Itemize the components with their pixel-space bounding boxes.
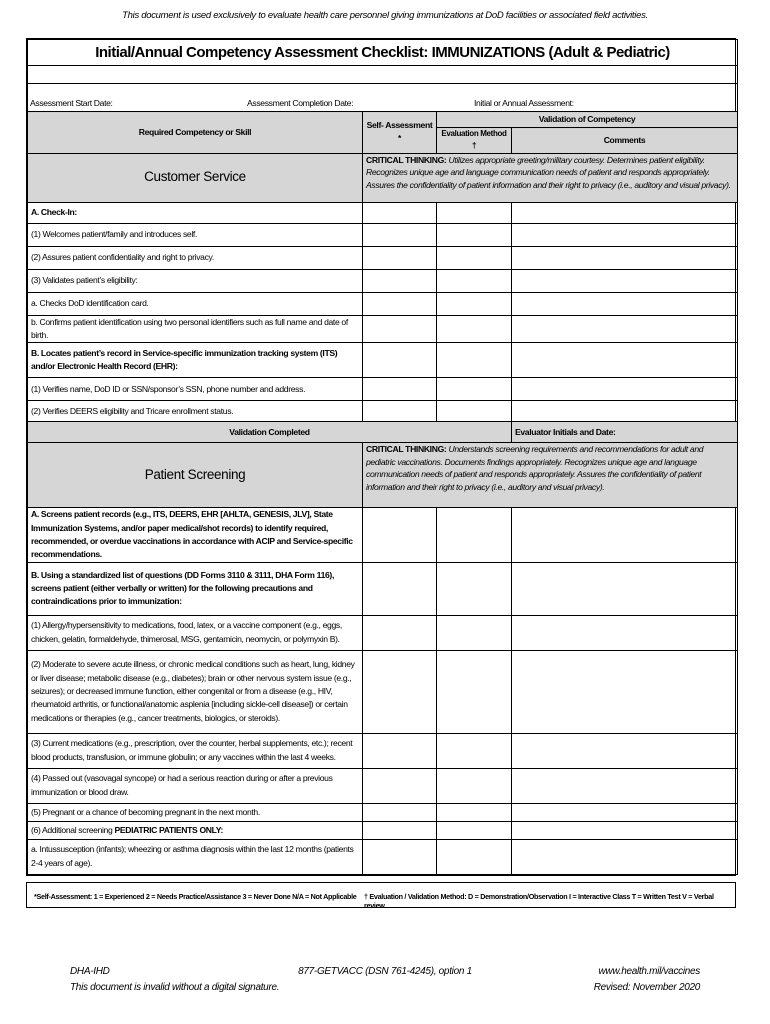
self-assessment-cell[interactable] bbox=[363, 246, 437, 269]
evaluation-method-cell[interactable] bbox=[437, 508, 512, 562]
competency-item bbox=[28, 733, 363, 768]
self-assessment-cell[interactable] bbox=[363, 615, 437, 650]
competency-text: (4) Passed out (vasovagal syncope) or had a serious reaction during or after a previous immunization or blood draw. bbox=[31, 773, 333, 797]
table-row bbox=[28, 650, 738, 733]
evaluation-method-cell[interactable] bbox=[437, 223, 512, 246]
validation-header: Validation of Competency bbox=[437, 112, 738, 128]
table-row bbox=[28, 508, 738, 562]
assessment-start-date-field[interactable]: Assessment Start Date: bbox=[30, 98, 113, 108]
comments-cell[interactable] bbox=[512, 768, 738, 803]
competency-item bbox=[28, 508, 363, 562]
table-row bbox=[28, 615, 738, 650]
table-row bbox=[28, 803, 738, 821]
evaluation-method-cell[interactable] bbox=[437, 615, 512, 650]
competency-text: A. Check-In: bbox=[31, 207, 77, 218]
customer-service-section-title: Customer Service bbox=[28, 153, 363, 202]
evaluation-method-cell[interactable] bbox=[437, 292, 512, 315]
comments-cell[interactable] bbox=[512, 733, 738, 768]
critical-thinking-text: Understands screening requirements and recommendations for adult and pediatric vaccinations. Documents findings appropriately. Recognizes unique age and language communication needs of patient and responds appropriately. Assures the confidentiality of patient information and their right to privacy (i.e., auditory and visual privacy). bbox=[366, 444, 704, 492]
checklist-form bbox=[26, 38, 736, 876]
self-assessment-cell[interactable] bbox=[363, 269, 437, 292]
evaluation-method-legend: † Evaluation / Validation Method: D = Demonstration/Observation I = Interactive Class T = Written Test V = Verbal review bbox=[364, 892, 714, 910]
competency-item bbox=[28, 292, 363, 315]
competency-text: B. Locates patient’s record in Service-specific immunization tracking system (ITS) and/or Electronic Health Record (EHR): bbox=[31, 348, 338, 372]
critical-thinking-label: CRITICAL THINKING: bbox=[366, 154, 447, 165]
competency-item bbox=[28, 768, 363, 803]
comments-cell[interactable] bbox=[512, 508, 738, 562]
comments-cell[interactable] bbox=[512, 839, 738, 874]
evaluation-method-cell[interactable] bbox=[437, 650, 512, 733]
comments-cell[interactable] bbox=[512, 269, 738, 292]
table-row bbox=[28, 269, 738, 292]
competency-text-emphasis: PEDIATRIC PATIENTS ONLY: bbox=[114, 824, 224, 835]
footer-revised-date: Revised: November 2020 bbox=[593, 982, 700, 993]
evaluation-method-cell[interactable] bbox=[437, 839, 512, 874]
competency-item bbox=[28, 650, 363, 733]
table-row bbox=[28, 401, 738, 422]
evaluation-method-cell[interactable] bbox=[437, 202, 512, 223]
self-assessment-cell[interactable] bbox=[363, 202, 437, 223]
competency-item bbox=[28, 401, 363, 422]
self-assessment-cell[interactable] bbox=[363, 733, 437, 768]
self-assessment-cell[interactable] bbox=[363, 315, 437, 343]
competency-text: (3) Validates patient’s eligibility: bbox=[31, 275, 138, 286]
self-assessment-cell[interactable] bbox=[363, 378, 437, 401]
comments-cell[interactable] bbox=[512, 803, 738, 821]
table-row bbox=[28, 246, 738, 269]
self-assessment-cell[interactable] bbox=[363, 343, 437, 378]
table-row bbox=[28, 821, 738, 839]
competency-text: (1) Verifies name, DoD ID or SSN/sponsor’s SSN, phone number and address. bbox=[31, 383, 306, 394]
comments-cell[interactable] bbox=[512, 650, 738, 733]
table-row bbox=[28, 315, 738, 343]
blank-row bbox=[28, 84, 738, 96]
assessment-info-row bbox=[28, 95, 738, 112]
evaluator-initials-field[interactable]: Evaluator Initials and Date: bbox=[512, 422, 738, 443]
comments-cell[interactable] bbox=[512, 223, 738, 246]
competency-item bbox=[28, 615, 363, 650]
table-row bbox=[28, 202, 738, 223]
self-assessment-cell[interactable] bbox=[363, 768, 437, 803]
comments-cell[interactable] bbox=[512, 202, 738, 223]
comments-cell[interactable] bbox=[512, 246, 738, 269]
competency-item bbox=[28, 839, 363, 874]
comments-cell[interactable] bbox=[512, 615, 738, 650]
competency-item bbox=[28, 803, 363, 821]
blank-row bbox=[28, 66, 738, 84]
competency-text: a. Intussusception (infants); wheezing or asthma diagnosis within the last 12 months (patients 2-4 years of age). bbox=[31, 844, 354, 868]
competency-item bbox=[28, 202, 363, 223]
footer-org: DHA-IHD bbox=[70, 966, 110, 977]
comments-cell[interactable] bbox=[512, 315, 738, 343]
competency-text: b. Confirms patient identification using two personal identifiers such as full name and date of birth. bbox=[31, 316, 348, 341]
table-row bbox=[28, 378, 738, 401]
table-row bbox=[28, 839, 738, 874]
competency-text: (1) Allergy/hypersensitivity to medications, food, latex, or a vaccine component (e.g., eggs, chicken, gelatin, formaldehyde, thimerosal, MSG, gentamicin, neomycin, or polymyxin B). bbox=[31, 620, 342, 644]
comments-cell[interactable] bbox=[512, 343, 738, 378]
comments-header: Comments bbox=[512, 128, 738, 154]
evaluation-method-cell[interactable] bbox=[437, 768, 512, 803]
customer-service-critical-thinking bbox=[363, 153, 738, 202]
evaluation-method-cell[interactable] bbox=[437, 269, 512, 292]
competency-item bbox=[28, 378, 363, 401]
footer-phone: 877-GETVACC (DSN 761-4245), option 1 bbox=[298, 966, 472, 977]
competency-item bbox=[28, 315, 363, 343]
self-assessment-legend: *Self-Assessment: 1 = Experienced 2 = Needs Practice/Assistance 3 = Never Done N/A = Not Applicable bbox=[34, 892, 357, 901]
evaluation-method-cell[interactable] bbox=[437, 562, 512, 615]
evaluation-method-cell[interactable] bbox=[437, 343, 512, 378]
validation-completed-label: Validation Completed bbox=[28, 422, 512, 443]
self-assessment-cell[interactable] bbox=[363, 803, 437, 821]
competency-item bbox=[28, 269, 363, 292]
competency-text: B. Using a standardized list of questions (DD Forms 3110 & 3111, DHA Form 116), screens patient (either verbally or written) for the following precautions and contraindications prior to immunization: bbox=[31, 569, 334, 607]
competency-text: (6) Additional screening bbox=[31, 824, 115, 835]
table-row bbox=[28, 223, 738, 246]
self-assessment-cell[interactable] bbox=[363, 839, 437, 874]
comments-cell[interactable] bbox=[512, 401, 738, 422]
competency-text: (2) Verifies DEERS eligibility and Tricare enrollment status. bbox=[31, 405, 234, 416]
evaluation-method-cell[interactable] bbox=[437, 733, 512, 768]
evaluation-method-cell[interactable] bbox=[437, 378, 512, 401]
top-disclaimer: This document is used exclusively to evaluate health care personnel giving immunizations at DoD facilities or associated field activities. bbox=[122, 10, 648, 21]
required-competency-header: Required Competency or Skill bbox=[28, 112, 363, 154]
critical-thinking-text: Utilizes appropriate greeting/military courtesy. Determines patient eligibility. Recognizes unique age and language communication needs of patient and responds appropriately. Assures the confidentiality of patient information and their right to privacy (i.e., auditory and visual privacy). bbox=[366, 154, 731, 190]
comments-cell[interactable] bbox=[512, 292, 738, 315]
table-row bbox=[28, 292, 738, 315]
table-row bbox=[28, 343, 738, 378]
competency-text: (5) Pregnant or a chance of becoming pregnant in the next month. bbox=[31, 806, 260, 817]
competency-item bbox=[28, 246, 363, 269]
competency-text: a. Checks DoD identification card. bbox=[31, 298, 149, 309]
evaluation-method-cell[interactable] bbox=[437, 821, 512, 839]
self-assessment-cell[interactable] bbox=[363, 650, 437, 733]
self-assessment-cell[interactable] bbox=[363, 401, 437, 422]
competency-text: A. Screens patient records (e.g., ITS, DEERS, EHR [AHLTA, GENESIS, JLV], State Immunization Systems, and/or paper medical/shot records) to identify required, recommended, or overdue vaccinations in accordance with ACIP and Service-specific recommendations. bbox=[31, 509, 353, 560]
comments-cell[interactable] bbox=[512, 562, 738, 615]
assessment-completion-date-field[interactable]: Assessment Completion Date: bbox=[247, 98, 354, 108]
comments-cell[interactable] bbox=[512, 821, 738, 839]
competency-item bbox=[28, 223, 363, 246]
self-assessment-cell[interactable] bbox=[363, 508, 437, 562]
legend bbox=[26, 882, 736, 908]
evaluation-method-cell[interactable] bbox=[437, 401, 512, 422]
table-row bbox=[28, 562, 738, 615]
self-assessment-cell[interactable] bbox=[363, 562, 437, 615]
competency-item bbox=[28, 562, 363, 615]
self-assessment-header: Self- Assessment * bbox=[363, 112, 437, 154]
evaluation-method-cell[interactable] bbox=[437, 246, 512, 269]
critical-thinking-label: CRITICAL THINKING: bbox=[366, 444, 447, 455]
competency-text: (2) Assures patient confidentiality and right to privacy. bbox=[31, 252, 214, 263]
form-title: Initial/Annual Competency Assessment Checklist: IMMUNIZATIONS (Adult & Pediatric) bbox=[28, 40, 738, 66]
competency-item bbox=[28, 821, 363, 839]
self-assessment-cell[interactable] bbox=[363, 292, 437, 315]
footer-website-link[interactable]: www.health.mil/vaccines bbox=[598, 966, 700, 977]
footer-signature-note: This document is invalid without a digital signature. bbox=[70, 982, 280, 993]
evaluation-method-cell[interactable] bbox=[437, 315, 512, 343]
evaluation-method-cell[interactable] bbox=[437, 803, 512, 821]
self-assessment-cell[interactable] bbox=[363, 821, 437, 839]
initial-annual-assessment-field[interactable]: Initial or Annual Assessment: bbox=[474, 98, 574, 108]
competency-item bbox=[28, 343, 363, 378]
evaluation-method-header: Evaluation Method † bbox=[437, 128, 512, 154]
patient-screening-critical-thinking bbox=[363, 443, 738, 508]
competency-text: (3) Current medications (e.g., prescription, over the counter, herbal supplements, etc.); recent blood products, transfusion, or immune globulin; or any vaccines within the last 4 weeks. bbox=[31, 738, 353, 762]
table-row bbox=[28, 768, 738, 803]
patient-screening-section-title: Patient Screening bbox=[28, 443, 363, 508]
comments-cell[interactable] bbox=[512, 378, 738, 401]
competency-text: (2) Moderate to severe acute illness, or chronic medical conditions such as heart, lung, kidney or liver disease; metabolic disease (e.g., diabetes); brain or other nervous system issue (e.g., seizures); or decreased immune function, either congenital or from a disease (e.g., HIV, rheumatoid arthritis, or functional/anatomic asplenia [including sickle-cell disease]) or certain medications or therapies (e.g., cancer treatments, biologics, or steroids). bbox=[31, 659, 355, 723]
competency-text: (1) Welcomes patient/family and introduces self. bbox=[31, 229, 197, 240]
self-assessment-cell[interactable] bbox=[363, 223, 437, 246]
table-row bbox=[28, 733, 738, 768]
